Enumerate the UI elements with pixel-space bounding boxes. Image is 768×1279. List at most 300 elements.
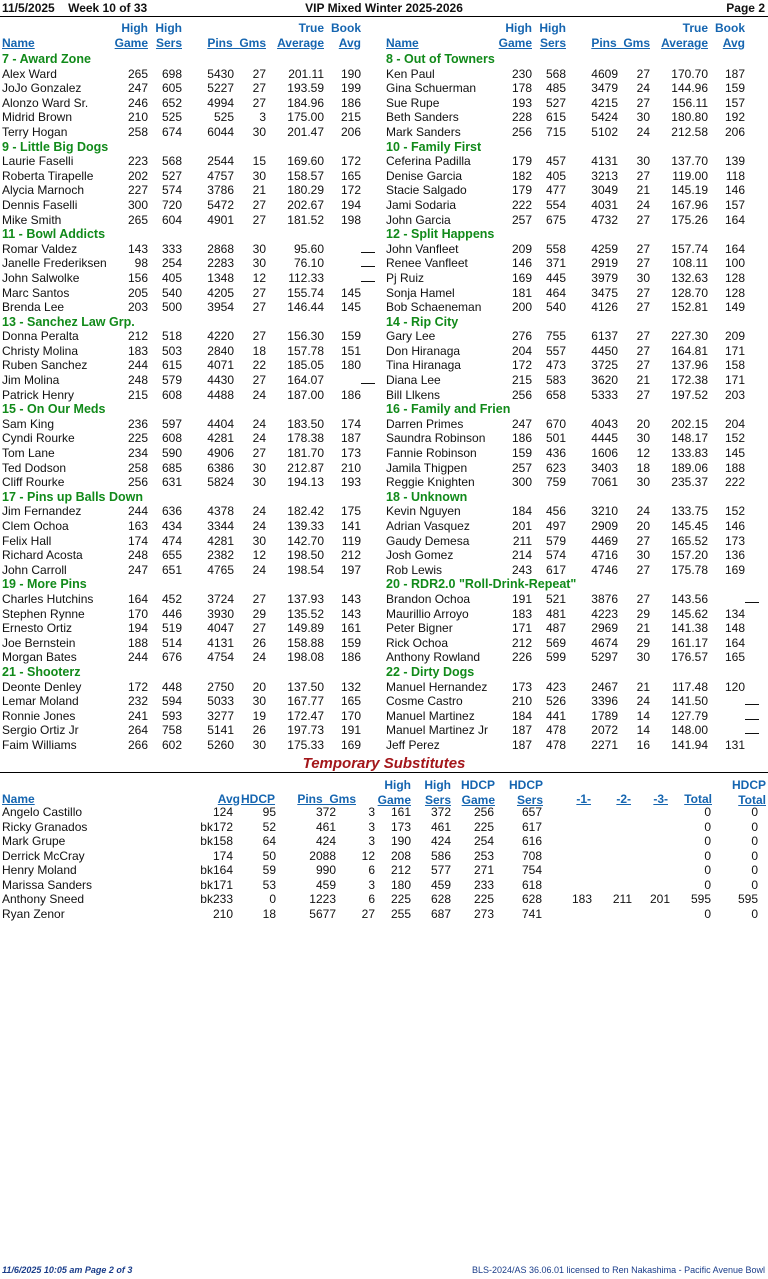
player-name: Cyndi Rourke	[2, 431, 75, 446]
player-name: Ronnie Jones	[2, 708, 76, 723]
high-game: 159	[511, 446, 532, 461]
report-week: Week 10 of 33	[68, 1, 148, 15]
true-average: 175.78	[671, 562, 708, 577]
player-row	[384, 242, 766, 257]
player-name: Fannie Robinson	[386, 446, 477, 461]
player-name: Manuel Martinez Jr	[386, 723, 489, 738]
total-pins: 525	[213, 110, 234, 125]
games: 18	[252, 343, 266, 358]
total-pins: 4469	[591, 533, 618, 548]
header-high-game-bottom: Game	[498, 36, 532, 50]
player-name: Tom Lane	[2, 446, 55, 461]
high-game: 209	[511, 241, 532, 256]
header-book-avg	[715, 21, 745, 51]
report-header	[0, 0, 768, 17]
subs-header-high-sers-line: Sers	[424, 793, 451, 807]
high-series: 698	[161, 66, 182, 81]
games: 30	[636, 548, 650, 563]
player-name: Clem Ochoa	[2, 519, 69, 533]
sub-row	[0, 878, 768, 893]
games: 27	[252, 591, 266, 606]
high-game: 244	[127, 358, 148, 373]
book-average: 180	[340, 358, 361, 373]
subs-header-hdcp-total-line: Total	[738, 793, 766, 807]
high-game: 241	[127, 708, 148, 723]
player-name: Felix Hall	[2, 533, 52, 548]
games: 27	[636, 168, 650, 183]
high-game: 210	[511, 694, 532, 709]
sub-total: 0	[704, 805, 711, 819]
book-average: 146	[724, 183, 745, 198]
sub-hdcp-series: 741	[521, 906, 542, 921]
true-average: 198.08	[287, 650, 324, 665]
player-name: Jim Molina	[2, 373, 60, 388]
high-series: 604	[161, 212, 182, 227]
header-true-average-bottom: Average	[661, 36, 708, 50]
player-row	[384, 67, 766, 82]
games: 27	[636, 241, 650, 256]
high-series: 405	[545, 168, 566, 183]
sub-hdcp-series: 617	[521, 819, 542, 834]
book-average: 206	[724, 124, 745, 139]
book-average: 145	[724, 446, 745, 461]
high-series: 540	[545, 300, 566, 315]
total-pins: 2271	[591, 737, 618, 752]
sub-hdcp-total: 595	[737, 892, 758, 906]
sub-game1: 183	[571, 892, 592, 906]
total-pins: 2382	[207, 548, 234, 563]
book-average: 164	[724, 241, 745, 256]
book-average: 131	[724, 737, 745, 752]
header-pins-gms: Pins Gms	[207, 36, 266, 50]
high-series: 658	[545, 387, 566, 402]
true-average: 172.47	[287, 708, 324, 723]
total-pins: 4430	[207, 373, 234, 388]
book-average: 152	[724, 431, 745, 446]
player-name: Saundra Robinson	[386, 431, 486, 446]
header-high-sers-bottom: Sers	[155, 36, 182, 50]
sub-handicap: 50	[262, 848, 276, 863]
book-average: 187	[340, 431, 361, 446]
player-name: Morgan Bates	[2, 650, 77, 665]
player-name: Mark Sanders	[386, 124, 461, 139]
player-name: Jamila Thigpen	[386, 460, 468, 475]
true-average: 145.19	[671, 183, 708, 198]
high-game: 182	[511, 168, 532, 183]
high-series: 503	[161, 343, 182, 358]
book-average: 193	[340, 475, 361, 490]
total-pins: 2283	[207, 256, 234, 271]
high-series: 521	[545, 591, 566, 606]
total-pins: 2868	[207, 241, 234, 256]
high-series: 371	[545, 256, 566, 271]
games: 27	[636, 95, 650, 110]
high-series: 485	[545, 81, 566, 96]
sub-hdcp-game: 225	[473, 819, 494, 834]
games: 26	[252, 723, 266, 738]
high-series: 579	[161, 373, 182, 388]
total-pins: 7061	[591, 475, 618, 490]
book-average: 148	[724, 621, 745, 636]
true-average: 164.07	[287, 373, 324, 388]
games: 30	[252, 256, 266, 271]
total-pins: 4281	[207, 533, 234, 548]
total-pins: 4757	[207, 168, 234, 183]
true-average: 182.42	[287, 504, 324, 519]
player-row	[384, 694, 766, 709]
book-average: 170	[340, 708, 361, 723]
games: 27	[636, 533, 650, 548]
true-average: 189.06	[671, 460, 708, 475]
games: 27	[636, 343, 650, 358]
true-average: 137.70	[671, 154, 708, 169]
total-pins: 4259	[591, 241, 618, 256]
header-name: Name	[2, 36, 35, 50]
true-average: 164.81	[671, 343, 708, 358]
games: 24	[252, 562, 266, 577]
total-pins: 4281	[207, 431, 234, 446]
high-series: 448	[161, 679, 182, 694]
sub-hdcp-series: 708	[521, 848, 542, 863]
total-pins: 4450	[591, 343, 618, 358]
high-series: 715	[545, 124, 566, 139]
high-game: 258	[127, 460, 148, 475]
book-average: 159	[340, 329, 361, 344]
player-row	[384, 286, 766, 301]
sub-average: 174	[212, 848, 233, 863]
player-name: Jim Fernandez	[2, 504, 82, 519]
games: 30	[252, 737, 266, 752]
high-game: 194	[127, 621, 148, 636]
player-name: Patrick Henry	[2, 387, 75, 402]
games: 20	[636, 519, 650, 533]
total-pins: 4223	[591, 606, 618, 621]
true-average: 212.87	[287, 460, 324, 475]
subs-header-hdcp-game-line: Game	[461, 793, 495, 807]
games: 20	[636, 416, 650, 431]
total-pins: 4404	[207, 416, 234, 431]
total-pins: 5824	[207, 475, 234, 490]
sub-total: 0	[704, 906, 711, 921]
total-pins: 4131	[207, 635, 234, 650]
player-row	[384, 256, 766, 271]
subs-header-high-game-line: High	[384, 778, 411, 792]
high-series: 605	[161, 81, 182, 96]
true-average: 146.44	[287, 300, 324, 315]
high-series: 457	[545, 154, 566, 169]
total-pins: 5033	[207, 694, 234, 709]
games: 21	[636, 621, 650, 636]
page-number: Page 2	[726, 1, 765, 15]
team-title: 15 - On Our Meds	[2, 402, 106, 417]
high-series: 602	[161, 737, 182, 752]
true-average: 180.29	[287, 183, 324, 198]
true-average: 157.74	[671, 241, 708, 256]
total-pins: 3403	[591, 460, 618, 475]
sub-hdcp-game: 254	[473, 834, 494, 848]
player-name: Richard Acosta	[2, 548, 83, 563]
player-name: Gina Schuerman	[386, 81, 477, 96]
high-game: 247	[127, 562, 148, 577]
book-average: 146	[724, 519, 745, 533]
high-series: 518	[161, 329, 182, 344]
high-game: 210	[127, 110, 148, 125]
high-series: 636	[161, 504, 182, 519]
player-row	[0, 213, 382, 228]
high-game: 244	[127, 504, 148, 519]
games: 27	[252, 300, 266, 315]
high-game: 186	[511, 431, 532, 446]
games: 24	[252, 416, 266, 431]
high-series: 501	[545, 431, 566, 446]
player-name: Laurie Faselli	[2, 154, 74, 169]
player-row	[384, 169, 766, 184]
player-name: Reggie Knighten	[386, 475, 475, 490]
total-pins: 4126	[591, 300, 618, 315]
book-average: 199	[340, 81, 361, 96]
book-average: 215	[340, 110, 361, 125]
sub-hdcp-total: 0	[751, 848, 758, 863]
true-average: 148.00	[671, 723, 708, 738]
header-true-average-top: True	[298, 21, 324, 35]
player-row	[0, 650, 382, 665]
book-average: 128	[724, 270, 745, 285]
high-game: 215	[511, 373, 532, 388]
player-name: Midrid Brown	[2, 110, 73, 125]
true-average: 161.17	[671, 635, 708, 650]
games: 14	[636, 708, 650, 723]
true-average: 183.50	[287, 416, 324, 431]
games: 29	[636, 606, 650, 621]
book-average: 174	[340, 416, 361, 431]
header-book-avg-bottom: Avg	[338, 36, 361, 50]
sub-row	[0, 805, 768, 820]
high-series: 497	[545, 519, 566, 533]
book-average: 157	[724, 197, 745, 212]
total-pins: 4906	[207, 446, 234, 461]
blank-average-line	[361, 373, 375, 384]
player-row	[384, 519, 766, 534]
column-header	[0, 20, 382, 52]
high-game: 164	[127, 591, 148, 606]
player-row	[384, 431, 766, 446]
true-average: 194.13	[287, 475, 324, 490]
true-average: 235.37	[671, 475, 708, 490]
true-average: 132.63	[671, 270, 708, 285]
player-row	[0, 286, 382, 301]
high-game: 230	[511, 66, 532, 81]
book-average: 139	[724, 154, 745, 169]
games: 27	[252, 373, 266, 388]
sub-high-series: 424	[430, 834, 451, 848]
high-game: 187	[511, 737, 532, 752]
team-title: 21 - Shooterz	[2, 664, 81, 679]
book-average: 143	[340, 606, 361, 621]
total-pins: 3930	[207, 606, 234, 621]
high-series: 557	[545, 343, 566, 358]
games: 24	[252, 431, 266, 446]
high-series: 651	[161, 562, 182, 577]
player-name: Ken Paul	[386, 66, 435, 81]
book-average: 186	[340, 650, 361, 665]
subs-header-name-line: Name	[2, 792, 35, 806]
true-average: 137.96	[671, 358, 708, 373]
high-series: 481	[545, 606, 566, 621]
book-average: 171	[724, 343, 745, 358]
header-high-game-top: High	[121, 21, 148, 35]
sub-pins: 372	[315, 805, 336, 819]
high-series: 519	[161, 621, 182, 636]
player-name: Adrian Vasquez	[386, 519, 470, 533]
high-game: 174	[127, 533, 148, 548]
player-row	[0, 607, 382, 622]
total-pins: 4047	[207, 621, 234, 636]
total-pins: 4994	[207, 95, 234, 110]
player-name: Gary Lee	[386, 329, 436, 344]
games: 24	[636, 197, 650, 212]
header-true-average-bottom: Average	[277, 36, 324, 50]
player-row	[0, 183, 382, 198]
book-average: 165	[340, 694, 361, 709]
player-name: JoJo Gonzalez	[2, 81, 82, 96]
high-game: 265	[127, 66, 148, 81]
high-game: 183	[511, 606, 532, 621]
true-average: 142.70	[287, 533, 324, 548]
player-row	[384, 723, 766, 738]
header-high-game	[115, 21, 148, 51]
player-name: Maurillio Arroyo	[386, 606, 469, 621]
total-pins: 2840	[207, 343, 234, 358]
player-name: Renee Vanfleet	[386, 256, 468, 271]
subs-header-game3-line: -3-	[653, 792, 668, 806]
player-name: Sam King	[2, 416, 55, 431]
true-average: 193.59	[287, 81, 324, 96]
sub-high-series: 577	[430, 863, 451, 877]
header-book-avg-top: Book	[715, 21, 745, 35]
sub-games: 3	[368, 805, 375, 819]
true-average: 197.52	[671, 387, 708, 402]
high-series: 615	[161, 358, 182, 373]
sub-average: bk172	[200, 819, 233, 834]
player-row	[384, 650, 766, 665]
total-pins: 3876	[591, 591, 618, 606]
header-true-average-top: True	[682, 21, 708, 35]
true-average: 141.38	[671, 621, 708, 636]
player-row	[0, 81, 382, 96]
total-pins: 2750	[207, 679, 234, 694]
book-average: 132	[340, 679, 361, 694]
player-row	[384, 373, 766, 388]
header-book-avg-top: Book	[331, 21, 361, 35]
total-pins: 4488	[207, 387, 234, 402]
subs-header-total-line: Total	[684, 792, 712, 806]
sub-average: bk158	[200, 834, 233, 848]
high-series: 720	[161, 197, 182, 212]
player-row	[384, 680, 766, 695]
games: 30	[252, 168, 266, 183]
header-high-game-top: High	[505, 21, 532, 35]
player-row	[0, 67, 382, 82]
sub-hdcp-series: 618	[521, 877, 542, 892]
player-row	[384, 213, 766, 228]
sub-pins: 459	[315, 877, 336, 892]
player-name: Denise Garcia	[386, 168, 463, 183]
book-average: 119	[341, 533, 361, 548]
high-game: 265	[127, 212, 148, 227]
player-row	[384, 563, 766, 578]
true-average: 178.38	[287, 431, 324, 446]
sub-hdcp-game: 256	[473, 805, 494, 819]
player-name: Sergio Ortiz Jr	[2, 723, 79, 738]
sub-row	[0, 907, 768, 922]
high-game: 200	[511, 300, 532, 315]
total-pins: 4901	[207, 212, 234, 227]
sub-total: 0	[704, 834, 711, 848]
high-series: 514	[161, 635, 182, 650]
true-average: 112.33	[288, 270, 324, 285]
book-average: 118	[725, 168, 745, 183]
book-average: 120	[724, 679, 745, 694]
games: 12	[636, 446, 650, 461]
games: 21	[636, 183, 650, 198]
high-series: 608	[161, 387, 182, 402]
games: 24	[252, 504, 266, 519]
player-name: John Carroll	[2, 562, 67, 577]
high-game: 212	[511, 635, 532, 650]
games: 30	[636, 270, 650, 285]
high-series: 473	[545, 358, 566, 373]
games: 30	[252, 124, 266, 139]
player-row	[384, 198, 766, 213]
player-row	[384, 358, 766, 373]
book-average: 186	[340, 95, 361, 110]
high-game: 203	[127, 300, 148, 315]
subs-header-hdcp-sers	[509, 778, 543, 808]
high-game: 276	[511, 329, 532, 344]
high-series: 464	[545, 285, 566, 300]
book-average: 192	[724, 110, 745, 125]
book-average: 100	[724, 256, 745, 271]
subs-header-pins-gms-line: Pins Gms	[297, 792, 356, 806]
true-average: 201.11	[288, 66, 324, 81]
total-pins: 4220	[207, 329, 234, 344]
games: 29	[636, 635, 650, 650]
games: 24	[636, 694, 650, 709]
book-average: 161	[340, 621, 361, 636]
book-average: 134	[724, 606, 745, 621]
player-row	[0, 198, 382, 213]
total-pins: 3979	[591, 270, 618, 285]
true-average: 167.77	[287, 694, 324, 709]
games: 24	[252, 519, 266, 533]
true-average: 158.88	[287, 635, 324, 650]
footer-license: BLS-2024/AS 36.06.01 licensed to Ren Nakashima - Pacific Avenue Bowl	[471, 1265, 765, 1275]
total-pins: 3213	[591, 168, 618, 183]
sub-high-series: 687	[430, 906, 451, 921]
high-series: 527	[161, 168, 182, 183]
header-book-avg	[331, 21, 361, 51]
true-average: 76.10	[293, 256, 324, 271]
true-average: 181.52	[287, 212, 324, 227]
high-series: 631	[161, 475, 182, 490]
games: 18	[636, 460, 650, 475]
player-row	[384, 329, 766, 344]
high-game: 212	[127, 329, 148, 344]
book-average: 191	[340, 723, 361, 738]
player-row	[0, 738, 382, 753]
high-game: 227	[127, 183, 148, 198]
player-row	[384, 738, 766, 753]
